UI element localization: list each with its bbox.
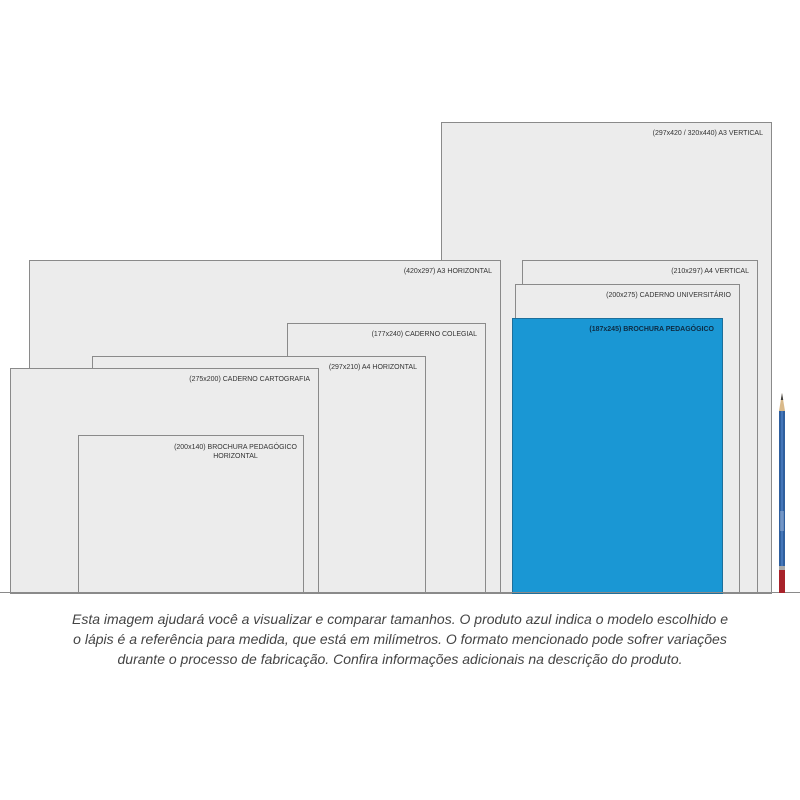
sheet-brochura-pedagogico-label: (187x245) BROCHURA PEDAGÓGICO (589, 326, 714, 333)
caption-line-1: Esta imagem ajudará você a visualizar e comparar tamanhos. O produto azul indica o modelo escolhido e (71, 611, 729, 627)
sheet-a4-horizontal-label: (297x210) A4 HORIZONTAL (328, 364, 417, 371)
sheet-a3-horizontal-label: (420x297) A3 HORIZONTAL (403, 268, 492, 275)
sheet-brochura-horizontal-label-line1: (200x140) BROCHURA PEDAGÓGICO (174, 444, 297, 451)
caption-line-2: o lápis é a referência para medida, que está em milímetros. O formato mencionado pode sofrer variações (73, 631, 727, 647)
pencil-icon (777, 393, 787, 593)
caption-line-3: durante o processo de fabricação. Confira informações adicionais na descrição do produto. (117, 651, 683, 667)
sheet-a3-vertical-label: (297x420 / 320x440) A3 VERTICAL (652, 130, 763, 137)
sheet-caderno-universitario-label: (200x275) CADERNO UNIVERSITÁRIO (606, 292, 731, 299)
caption (40, 609, 760, 669)
baseline (0, 592, 800, 593)
sheet-a4-vertical-label: (210x297) A4 VERTICAL (671, 268, 749, 275)
sheet-brochura-pedagogico-selected (512, 318, 723, 594)
sheet-brochura-horizontal (78, 435, 304, 594)
sheet-caderno-colegial-label: (177x240) CADERNO COLEGIAL (371, 331, 477, 338)
sheet-brochura-horizontal-label-line2: HORIZONTAL (213, 453, 258, 460)
sheet-caderno-cartografia-label: (275x200) CADERNO CARTOGRAFIA (189, 376, 310, 383)
sheet-brochura-horizontal-label (174, 443, 297, 461)
